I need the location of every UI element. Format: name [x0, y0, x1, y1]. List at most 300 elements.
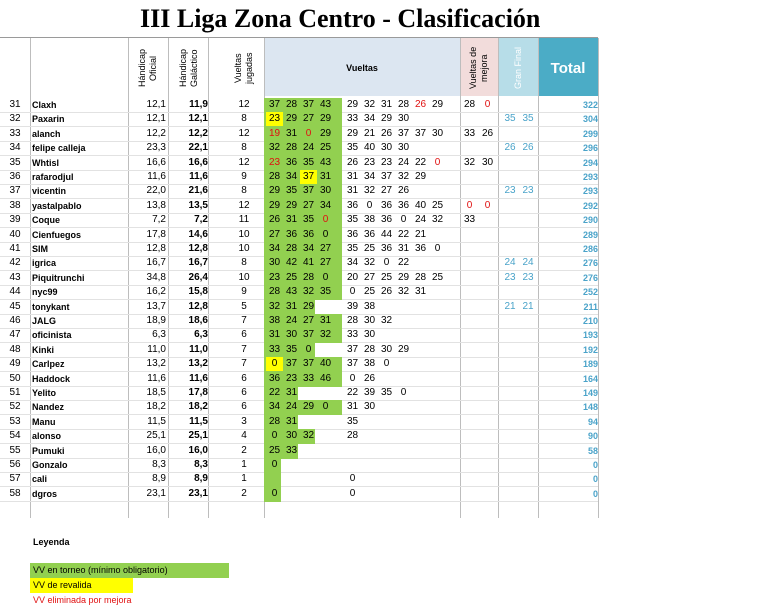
gran-final-score	[518, 400, 538, 414]
grid-column-line	[168, 38, 169, 518]
gran-final-score	[500, 228, 520, 242]
handicap-oficial: 12,8	[146, 243, 166, 254]
lap-score: 27	[380, 185, 393, 196]
lap-score: 34	[363, 113, 376, 124]
total-score: 58	[587, 446, 598, 456]
player-name: Haddock	[32, 374, 71, 384]
handicap-oficial: 11,5	[147, 416, 166, 427]
lap-score: 30	[363, 315, 376, 326]
player-name: Cienfuegos	[32, 230, 82, 240]
lap-score: 0	[400, 214, 407, 225]
handicap-oficial: 16,0	[146, 445, 166, 456]
mejora-score	[461, 343, 478, 357]
lap-score	[344, 444, 361, 458]
gran-final-score: 24	[504, 257, 516, 268]
lap-score: 32	[302, 430, 315, 441]
lap-score	[395, 429, 412, 443]
handicap-oficial: 6,3	[152, 329, 166, 340]
lap-score	[317, 343, 334, 357]
vueltas-jugadas: 6	[241, 401, 247, 412]
gran-final-score	[500, 314, 520, 328]
lap-score: 37	[346, 358, 359, 369]
handicap-galactico: 11,9	[189, 99, 208, 110]
lap-score	[395, 357, 412, 371]
lap-score: 37	[302, 99, 315, 110]
lap-score	[395, 458, 412, 472]
row-position: 39	[9, 214, 21, 225]
lap-score	[395, 400, 412, 414]
gran-final-score	[500, 156, 520, 170]
lap-score: 0	[434, 243, 441, 254]
row-position: 41	[9, 243, 21, 254]
row-position: 33	[9, 128, 21, 139]
lap-score: 28	[363, 344, 376, 355]
lap-score: 21	[414, 229, 427, 240]
row-position: 45	[9, 301, 21, 312]
total-score: 286	[582, 244, 598, 254]
lap-score: 36	[380, 200, 393, 211]
lap-score: 28	[414, 272, 427, 283]
handicap-galactico: 11,0	[189, 344, 208, 355]
lap-score: 27	[302, 315, 315, 326]
lap-score: 34	[346, 257, 359, 268]
lap-score	[395, 328, 412, 342]
total-score: 294	[582, 158, 598, 168]
mejora-score	[479, 242, 496, 256]
mejora-score: 33	[463, 128, 476, 139]
handicap-galactico: 18,6	[188, 315, 208, 326]
lap-score: 34	[268, 401, 281, 412]
lap-score: 30	[363, 401, 376, 412]
mejora-score: 33	[463, 214, 476, 225]
lap-score	[395, 487, 412, 501]
total-score: 0	[592, 489, 598, 499]
total-score: 322	[582, 100, 598, 110]
lap-score: 36	[302, 229, 315, 240]
lap-score	[429, 228, 446, 242]
handicap-galactico: 8,3	[194, 459, 208, 470]
vueltas-jugadas: 9	[241, 171, 247, 182]
lap-score: 0	[305, 128, 312, 139]
lap-score: 23	[266, 112, 283, 126]
lap-score	[317, 444, 334, 458]
lap-score: 37	[285, 358, 298, 369]
lap-score	[412, 444, 429, 458]
mejora-score: 0	[484, 200, 491, 211]
gran-final-score	[500, 487, 520, 501]
lap-score: 26	[346, 157, 359, 168]
handicap-galactico: 7,2	[194, 214, 208, 225]
total-score: 0	[592, 474, 598, 484]
mejora-score	[479, 357, 496, 371]
lap-score: 31	[346, 185, 359, 196]
total-score: 164	[582, 374, 598, 384]
vueltas-jugadas: 3	[241, 416, 247, 427]
mejora-score	[461, 170, 478, 184]
row-position: 32	[9, 113, 21, 124]
lap-score: 0	[349, 373, 356, 384]
lap-score: 32	[363, 257, 376, 268]
total-score: 296	[582, 143, 598, 153]
lap-score	[395, 472, 412, 486]
lap-score: 28	[268, 416, 281, 427]
mejora-score	[479, 386, 496, 400]
handicap-oficial: 18,2	[146, 401, 166, 412]
handicap-galactico: 11,5	[189, 416, 208, 427]
lap-score: 36	[363, 229, 376, 240]
row-position: 40	[9, 229, 21, 240]
lap-score: 28	[268, 171, 281, 182]
lap-score	[361, 444, 378, 458]
gran-final-score	[518, 487, 538, 501]
lap-score: 29	[431, 99, 444, 110]
lap-score	[412, 256, 429, 270]
lap-score: 35	[285, 185, 298, 196]
lap-score: 42	[285, 257, 298, 268]
handicap-galactico: 16,0	[188, 445, 208, 456]
lap-score: 0	[322, 272, 329, 283]
lap-score: 35	[302, 157, 315, 168]
handicap-galactico: 12,2	[188, 128, 208, 139]
mejora-score	[461, 372, 478, 386]
player-name: tonykant	[32, 302, 70, 312]
handicap-oficial: 18,5	[146, 387, 166, 398]
lap-score: 29	[319, 113, 332, 124]
lap-score	[429, 184, 446, 198]
handicap-galactico: 12,8	[188, 301, 208, 312]
handicap-galactico: 16,7	[188, 257, 208, 268]
lap-score: 28	[268, 286, 281, 297]
total-score: 189	[582, 359, 598, 369]
lap-score	[283, 458, 300, 472]
row-position: 31	[9, 99, 21, 110]
lap-score	[429, 300, 446, 314]
row-position: 57	[9, 473, 21, 484]
row-position: 55	[9, 445, 21, 456]
gran-final-score	[500, 98, 520, 112]
total-score: 148	[582, 402, 598, 412]
handicap-galactico: 18,2	[188, 401, 208, 412]
mejora-score	[479, 400, 496, 414]
lap-score: 30	[397, 142, 410, 153]
lap-score: 35	[380, 387, 393, 398]
lap-score	[344, 458, 361, 472]
lap-score	[378, 444, 395, 458]
lap-score	[361, 458, 378, 472]
lap-score: 37	[268, 99, 281, 110]
lap-score: 23	[285, 373, 298, 384]
player-name: Pumuki	[32, 446, 65, 456]
lap-score	[429, 386, 446, 400]
lap-score: 35	[346, 243, 359, 254]
mejora-score	[479, 300, 496, 314]
player-name: Paxarin	[32, 114, 65, 124]
handicap-oficial: 16,6	[146, 157, 166, 168]
lap-score: 26	[414, 99, 427, 110]
grid-row-line	[0, 501, 598, 502]
vueltas-jugadas: 6	[241, 387, 247, 398]
lap-score	[300, 386, 317, 400]
lap-score: 27	[302, 113, 315, 124]
gran-final-score	[500, 415, 520, 429]
lap-score	[361, 429, 378, 443]
gran-final-score	[518, 386, 538, 400]
lap-score: 30	[380, 142, 393, 153]
vueltas-jugadas: 5	[241, 301, 247, 312]
lap-score	[412, 314, 429, 328]
mejora-score	[461, 328, 478, 342]
player-name: SIM	[32, 244, 49, 254]
lap-score: 36	[380, 214, 393, 225]
lap-score	[429, 458, 446, 472]
header-handicap-oficial: Hándicap Oficial	[137, 48, 158, 88]
gran-final-score: 23	[522, 185, 534, 196]
lap-score: 40	[414, 200, 427, 211]
player-name: oficinista	[32, 330, 72, 340]
lap-score: 0	[271, 430, 278, 441]
header-gran-final: Gran Final	[512, 46, 523, 90]
lap-score: 33	[268, 344, 281, 355]
lap-score: 29	[346, 99, 359, 110]
lap-score: 25	[268, 445, 281, 456]
player-name: JALG	[32, 316, 57, 326]
lap-score: 28	[397, 99, 410, 110]
lap-score: 29	[414, 171, 427, 182]
lap-score: 28	[285, 243, 298, 254]
vueltas-jugadas: 1	[241, 473, 247, 484]
lap-score	[412, 357, 429, 371]
lap-score	[317, 386, 334, 400]
vueltas-jugadas: 7	[241, 315, 247, 326]
mejora-score	[479, 458, 496, 472]
gran-final-score	[518, 170, 538, 184]
handicap-oficial: 8,3	[152, 459, 166, 470]
lap-score: 36	[346, 229, 359, 240]
lap-score: 31	[319, 171, 332, 182]
lap-score	[317, 415, 334, 429]
lap-score: 0	[383, 257, 390, 268]
lap-score	[378, 429, 395, 443]
handicap-oficial: 13,8	[146, 200, 166, 211]
vueltas-jugadas: 8	[241, 142, 247, 153]
lap-score: 22	[346, 387, 359, 398]
row-position: 44	[9, 286, 21, 297]
gran-final-score	[518, 242, 538, 256]
total-score: 299	[582, 129, 598, 139]
vueltas-jugadas: 8	[241, 113, 247, 124]
lap-score	[317, 300, 334, 314]
lap-score	[283, 472, 300, 486]
lap-score: 37	[397, 128, 410, 139]
player-name: Nandez	[32, 402, 65, 412]
gran-final-score	[500, 199, 520, 213]
gran-final-score: 26	[504, 142, 516, 153]
gran-final-score	[518, 372, 538, 386]
lap-score: 37	[300, 170, 317, 184]
page-title: III Liga Zona Centro - Clasificación	[140, 4, 541, 33]
mejora-score	[479, 314, 496, 328]
lap-score: 27	[302, 200, 315, 211]
gran-final-score	[500, 444, 520, 458]
lap-score: 0	[266, 357, 283, 371]
row-position: 42	[9, 257, 21, 268]
lap-score	[412, 458, 429, 472]
mejora-score	[479, 271, 496, 285]
lap-score: 0	[305, 344, 312, 355]
lap-score: 38	[363, 358, 376, 369]
lap-score: 28	[302, 272, 315, 283]
lap-score	[317, 472, 334, 486]
vueltas-jugadas: 4	[241, 430, 247, 441]
lap-score: 25	[319, 142, 332, 153]
lap-score: 0	[349, 286, 356, 297]
lap-score: 27	[268, 229, 281, 240]
lap-score: 32	[397, 171, 410, 182]
grid-column-line	[498, 38, 499, 518]
handicap-oficial: 25,1	[146, 430, 166, 441]
player-name: alonso	[32, 431, 62, 441]
lap-score: 0	[322, 401, 329, 412]
handicap-galactico: 6,3	[194, 329, 208, 340]
gran-final-score	[500, 357, 520, 371]
lap-score: 38	[363, 301, 376, 312]
vueltas-jugadas: 12	[238, 157, 250, 168]
player-name: Whtisl	[32, 158, 59, 168]
lap-score: 0	[271, 459, 278, 470]
lap-score	[412, 386, 429, 400]
handicap-galactico: 14,6	[188, 229, 208, 240]
total-score: 193	[582, 330, 598, 340]
player-name: dgros	[32, 489, 58, 499]
lap-score: 32	[363, 185, 376, 196]
lap-score: 30	[431, 128, 444, 139]
lap-score: 39	[363, 387, 376, 398]
lap-score: 30	[285, 329, 298, 340]
lap-score: 25	[363, 243, 376, 254]
total-score: 293	[582, 186, 598, 196]
lap-score: 0	[400, 387, 407, 398]
lap-score: 23	[268, 157, 281, 168]
gran-final-score	[518, 444, 538, 458]
gran-final-score: 21	[522, 301, 534, 312]
mejora-score	[461, 112, 478, 126]
total-score: 149	[582, 388, 598, 398]
gran-final-score	[518, 127, 538, 141]
lap-score: 43	[319, 157, 332, 168]
legend-red: VV eliminada por mejora	[33, 595, 132, 605]
grid-header-line	[0, 37, 598, 38]
lap-score	[429, 141, 446, 155]
lap-score	[429, 285, 446, 299]
lap-score: 32	[319, 329, 332, 340]
handicap-oficial: 34,8	[146, 272, 166, 283]
lap-score: 28	[285, 142, 298, 153]
mejora-score	[461, 487, 478, 501]
lap-score	[429, 487, 446, 501]
lap-score	[395, 415, 412, 429]
lap-score: 24	[285, 315, 298, 326]
mejora-score	[461, 386, 478, 400]
handicap-oficial: 12,2	[146, 128, 166, 139]
gran-final-score	[500, 328, 520, 342]
lap-score: 22	[414, 157, 427, 168]
lap-score: 32	[431, 214, 444, 225]
lap-score: 41	[302, 257, 315, 268]
lap-score: 19	[268, 128, 281, 139]
lap-score: 36	[414, 243, 427, 254]
header-vueltas: Vueltas	[346, 63, 378, 73]
lap-score: 30	[285, 430, 298, 441]
total-score: 290	[582, 215, 598, 225]
lap-score	[412, 343, 429, 357]
lap-score	[429, 112, 446, 126]
row-position: 35	[9, 157, 21, 168]
vueltas-jugadas: 1	[241, 459, 247, 470]
handicap-galactico: 16,6	[188, 157, 208, 168]
row-position: 52	[9, 401, 21, 412]
lap-score: 25	[431, 200, 444, 211]
player-name: Coque	[32, 215, 60, 225]
lap-score: 25	[363, 286, 376, 297]
mejora-score	[461, 300, 478, 314]
lap-score: 29	[285, 113, 298, 124]
mejora-score	[461, 314, 478, 328]
lap-score	[395, 444, 412, 458]
grid-column-line	[598, 38, 599, 518]
handicap-galactico: 21,6	[188, 185, 208, 196]
handicap-oficial: 16,7	[146, 257, 166, 268]
vueltas-jugadas: 2	[241, 445, 247, 456]
mejora-score	[479, 472, 496, 486]
lap-score: 37	[302, 358, 315, 369]
gran-final-score: 35	[504, 113, 516, 124]
lap-score: 35	[346, 214, 359, 225]
lap-score: 36	[380, 243, 393, 254]
player-name: cali	[32, 474, 48, 484]
mejora-score	[479, 112, 496, 126]
lap-score: 29	[397, 272, 410, 283]
row-position: 37	[9, 185, 21, 196]
header-total: Total	[550, 59, 586, 77]
lap-score: 23	[268, 272, 281, 283]
lap-score: 30	[319, 185, 332, 196]
row-position: 56	[9, 459, 21, 470]
grid-column-line	[30, 38, 31, 518]
player-name: Kinki	[32, 345, 55, 355]
lap-score	[300, 472, 317, 486]
row-position: 54	[9, 430, 21, 441]
lap-score	[412, 487, 429, 501]
player-name: igrica	[32, 258, 57, 268]
total-score: 0	[592, 460, 598, 470]
lap-score: 25	[380, 272, 393, 283]
mejora-score: 0	[484, 99, 491, 110]
player-name: felipe calleja	[32, 143, 86, 153]
row-position: 58	[9, 488, 21, 499]
handicap-oficial: 17,8	[146, 229, 166, 240]
lap-score: 23	[363, 157, 376, 168]
player-name: Carlpez	[32, 359, 65, 369]
lap-score	[429, 314, 446, 328]
handicap-galactico: 15,8	[188, 286, 208, 297]
handicap-oficial: 22,0	[146, 185, 166, 196]
gran-final-score	[518, 314, 538, 328]
lap-score: 0	[434, 157, 441, 168]
lap-score	[317, 487, 334, 501]
total-score: 90	[587, 431, 598, 441]
lap-score: 34	[285, 171, 298, 182]
lap-score	[300, 487, 317, 501]
